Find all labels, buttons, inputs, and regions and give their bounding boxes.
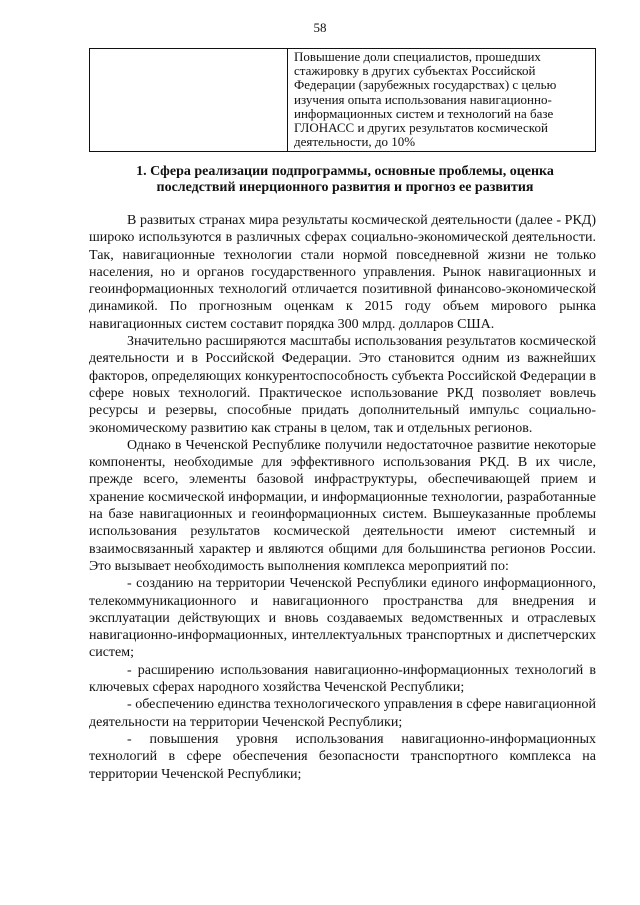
table-empty-cell xyxy=(90,49,288,151)
paragraph: Однако в Чеченской Республике получили недостаточное развитие некоторые компоненты, необходимые для эффективного использования РКД. В их числе, прежде всего, элементы базовой инфраструктуры, обеспечивающей прием и хранение космической информации, и информационные технологии, разработанные на базе навигационных и геоинформационных систем. Вышеуказанные проблемы использования результатов космической деятельности имеют системный и взаимосвязанный характер и являются общими для большинства регионов России. Это вызывает необходимость выполнения комплекса мероприятий по: xyxy=(89,437,596,574)
section-heading: 1. Сфера реализации подпрограммы, основные проблемы, оценка последствий инерционного развития и прогноз ее развития xyxy=(136,164,554,195)
list-item: - созданию на территории Чеченской Республики единого информационного, телекоммуникационного и навигационного пространства для внедрения и эксплуатации действующих и вновь создаваемых ведомственных и отраслевых навигационно-информационных, интеллектуальных транспортных и диспетчерских систем; xyxy=(89,576,596,661)
list-item: - повышения уровня использования навигационно-информационных технологий в сфере обеспечения безопасности транспортного комплекса на территории Чеченской Республики; xyxy=(89,731,596,782)
list-item: - обеспечению единства технологического управления в сфере навигационной деятельности на территории Чеченской Республики; xyxy=(89,697,596,730)
goals-table-fragment xyxy=(89,48,596,152)
body-text xyxy=(89,212,596,783)
paragraph: Значительно расширяются масштабы использования результатов космической деятельности и в Российской Федерации. Это становится одним из важнейших факторов, определяющих конкурентоспособность субъекта Российской Федерации в сфере новых технологий. Практическое использование РКД позволяет вовлечь ресурсы и резервы, способные придать дополнительный импульс социально-экономическому развитию как страны в целом, так и отдельных регионов. xyxy=(89,334,597,436)
page-number: 58 xyxy=(313,20,327,35)
list-item: - расширению использования навигационно-информационных технологий в ключевых сферах народного хозяйства Чеченской Республики; xyxy=(89,662,596,696)
table-indicator-cell: Повышение доли специалистов, прошедших стажировку в других субъектах Российской Федерации (зарубежных государствах) с целью изучения опыта использования навигационно-информационных систем и технологий на базе ГЛОНАСС и других результатов космической деятельности, до 10% xyxy=(294,49,557,150)
paragraph: В развитых странах мира результаты космической деятельности (далее - РКД) широко используются в различных сферах социально-экономической деятельности. Так, навигационные технологии стали нормой повседневной жизни не только населения, но и органов государственного управления. Рынок навигационных и геоинформационных технологий отличается позитивной финансово-экономической динамикой. По прогнозным оценкам к 2015 году объем мирового рынка навигационных систем составит порядка 300 млрд. долларов США. xyxy=(89,213,596,332)
